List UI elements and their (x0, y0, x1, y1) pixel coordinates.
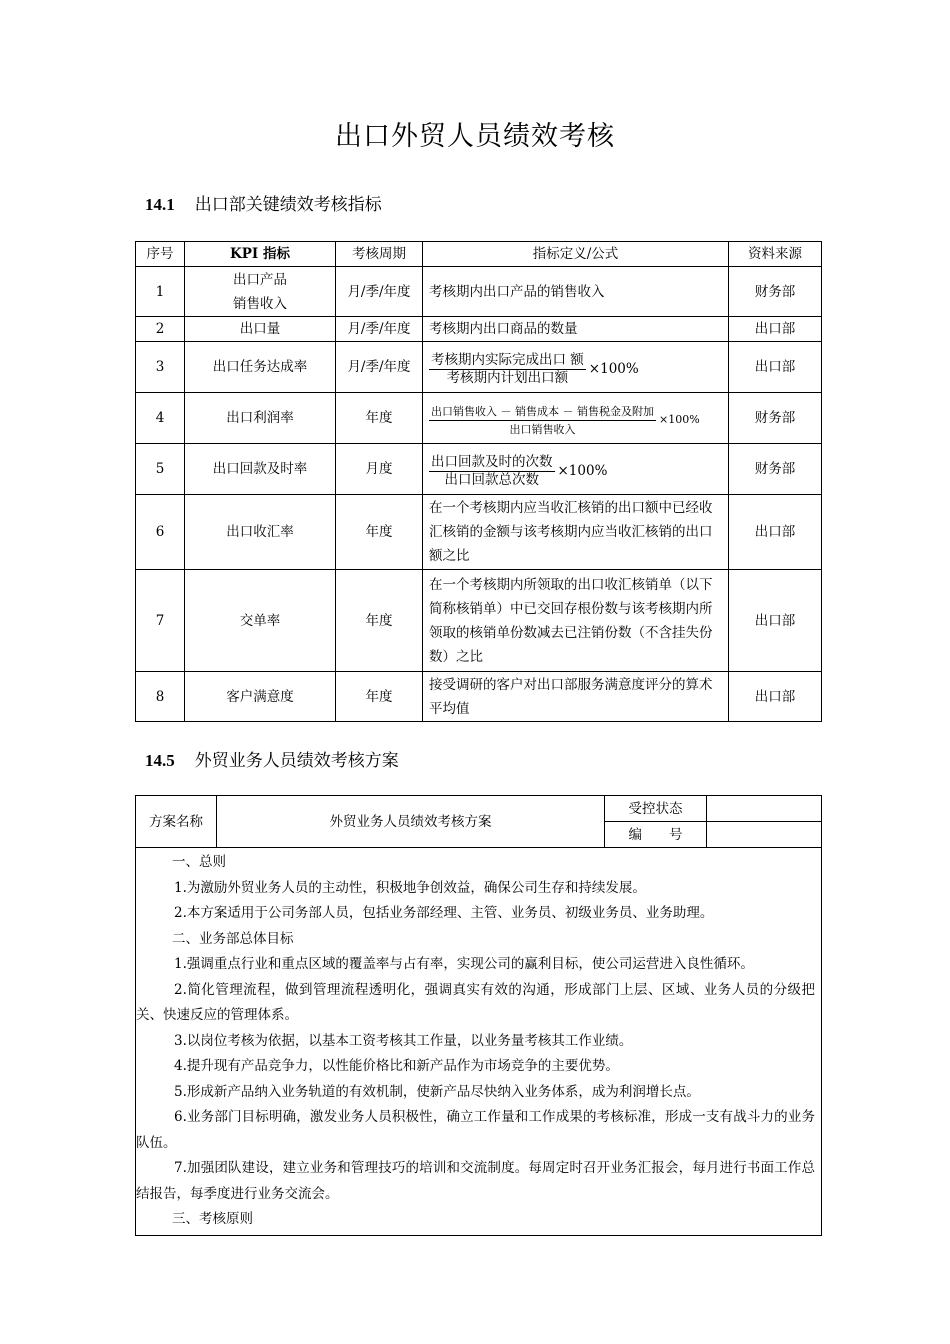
definition: 在一个考核期内应当收汇核销的出口额中已经收汇核销的金额与该考核期内应当收汇核销的出口额之比 (423, 495, 729, 570)
row-number: 2 (136, 317, 185, 342)
status-value (707, 796, 822, 822)
row-number: 3 (136, 342, 185, 393)
row-number: 8 (136, 672, 185, 722)
table-row (136, 672, 822, 722)
page-title: 出口外贸人员绩效考核 (335, 121, 615, 152)
paragraph: 1.强调重点行业和重点区域的覆盖率与占有率，实现公司的赢利目标，使公司运营进入良性循环。 (174, 956, 754, 972)
source: 出口部 (729, 570, 822, 672)
table-row (136, 267, 822, 317)
formula-numerator: 考核期内实际完成出口 额 (431, 351, 584, 368)
paragraph: 2.简化管理流程，做到管理流程透明化，强调真实有效的沟通，形成部门上层、区域、业务人员的分级把关、快速反应的管理体系。 (136, 981, 815, 1023)
period: 月/季/年度 (336, 317, 423, 342)
source: 出口部 (729, 317, 822, 342)
plan-body (136, 848, 822, 1236)
table-row (136, 495, 822, 570)
status-label: 受控状态 (605, 796, 707, 822)
section-number: 14.5 (145, 751, 175, 770)
period: 年度 (336, 495, 423, 570)
kpi-name: 出口产品 销售收入 (185, 267, 336, 317)
paragraph: 6.业务部门目标明确，激发业务人员积极性，确立工作量和工作成果的考核标准，形成一支有战斗力的业务队伍。 (136, 1109, 815, 1151)
kpi-name: 出口收汇率 (185, 495, 336, 570)
header-cell: 序号 (136, 242, 185, 267)
kpi-name: 出口回款及时率 (185, 444, 336, 495)
row-number: 7 (136, 570, 185, 672)
code-label: 编 号 (605, 822, 707, 848)
paragraph: 3.以岗位考核为依据，以基本工资考核其工作量，以业务量考核其工作业绩。 (174, 1032, 633, 1049)
paragraph: 4.提升现有产品竞争力，以性能价格比和新产品作为市场竞争的主要优势。 (174, 1058, 619, 1074)
kpi-name: 客户满意度 (185, 672, 336, 722)
code-value (707, 822, 822, 848)
source: 出口部 (729, 342, 822, 393)
period: 月/季/年度 (336, 342, 423, 393)
section-number: 14.1 (145, 195, 175, 214)
table-row (136, 393, 822, 444)
period: 月/季/年度 (336, 267, 423, 317)
source: 财务部 (729, 267, 822, 317)
header-cell: 考核周期 (336, 242, 423, 267)
plan-name-label: 方案名称 (136, 796, 217, 848)
kpi-name: 出口量 (185, 317, 336, 342)
kpi-name: 交单率 (185, 570, 336, 672)
formula-denominator: 出口回款总次数 (444, 471, 539, 488)
section-label: 外贸业务人员绩效考核方案 (194, 751, 399, 771)
plan-name-value: 外贸业务人员绩效考核方案 (217, 796, 605, 848)
definition: 考核期内出口商品的数量 (423, 317, 729, 342)
kpi-name: 出口利润率 (185, 393, 336, 444)
formula-denominator: 考核期内计划出口额 (446, 369, 569, 386)
row-number: 4 (136, 393, 185, 444)
section-heading-14-5 (145, 746, 399, 771)
table-row (136, 570, 822, 672)
table-row (136, 342, 822, 393)
plan-table (135, 795, 822, 1236)
table-row (136, 444, 822, 495)
formula (423, 393, 729, 444)
paragraph: 7.加强团队建设，建立业务和管理技巧的培训和交流制度。每周定时召开业务汇报会，每月进行书面工作总结报告，每季度进行业务交流会。 (136, 1160, 815, 1202)
formula-multiplier: ×100% (659, 413, 700, 426)
paragraph: 1.为激励外贸业务人员的主动性，积极地争创效益，确保公司生存和持续发展。 (174, 879, 646, 896)
header-cell: 资料来源 (729, 242, 822, 267)
header-cell: KPI 指标 (185, 242, 336, 267)
formula (423, 444, 729, 495)
row-number: 1 (136, 267, 185, 317)
paragraph: 三、考核原则 (172, 1211, 253, 1227)
formula-numerator: 出口回款及时的次数 (431, 453, 553, 470)
period: 月度 (336, 444, 423, 495)
definition: 在一个考核期内所领取的出口收汇核销单（以下简称核销单）中已交回存根份数与该考核期内所领取的核销单份数减去已注销份数（不含挂失份数）之比 (423, 570, 729, 672)
formula-numerator: 出口销售收入 － 销售成本 － 销售税金及附加 (429, 403, 656, 421)
definition: 接受调研的客户对出口部服务满意度评分的算术平均值 (423, 672, 729, 722)
kpi-table (135, 241, 822, 722)
source: 财务部 (729, 393, 822, 444)
definition: 考核期内出口产品的销售收入 (423, 267, 729, 317)
paragraph: 5.形成新产品纳入业务轨道的有效机制，使新产品尽快纳入业务体系，成为利润增长点。 (174, 1083, 700, 1100)
header-cell: 指标定义/公式 (423, 242, 729, 267)
formula-multiplier: ×100% (557, 463, 608, 479)
plan-header-row (136, 796, 822, 822)
formula-multiplier: ×100% (588, 361, 639, 377)
section-label: 出口部关键绩效考核指标 (194, 195, 382, 215)
row-number: 5 (136, 444, 185, 495)
period: 年度 (336, 672, 423, 722)
section-heading-14-1 (145, 190, 382, 215)
source: 财务部 (729, 444, 822, 495)
plan-body-row (136, 848, 822, 1236)
kpi-name: 出口任务达成率 (185, 342, 336, 393)
paragraph: 2.本方案适用于公司务部人员，包括业务部经理、主管、业务员、初级业务员、业务助理。 (174, 905, 714, 921)
table-header-row (136, 242, 822, 267)
paragraph: 一、总则 (172, 854, 226, 870)
source: 出口部 (729, 672, 822, 722)
row-number: 6 (136, 495, 185, 570)
formula-denominator: 出口销售收入 (509, 422, 576, 436)
formula (423, 342, 729, 393)
period: 年度 (336, 393, 423, 444)
source: 出口部 (729, 495, 822, 570)
period: 年度 (336, 570, 423, 672)
table-row (136, 317, 822, 342)
paragraph: 二、业务部总体目标 (172, 930, 294, 947)
